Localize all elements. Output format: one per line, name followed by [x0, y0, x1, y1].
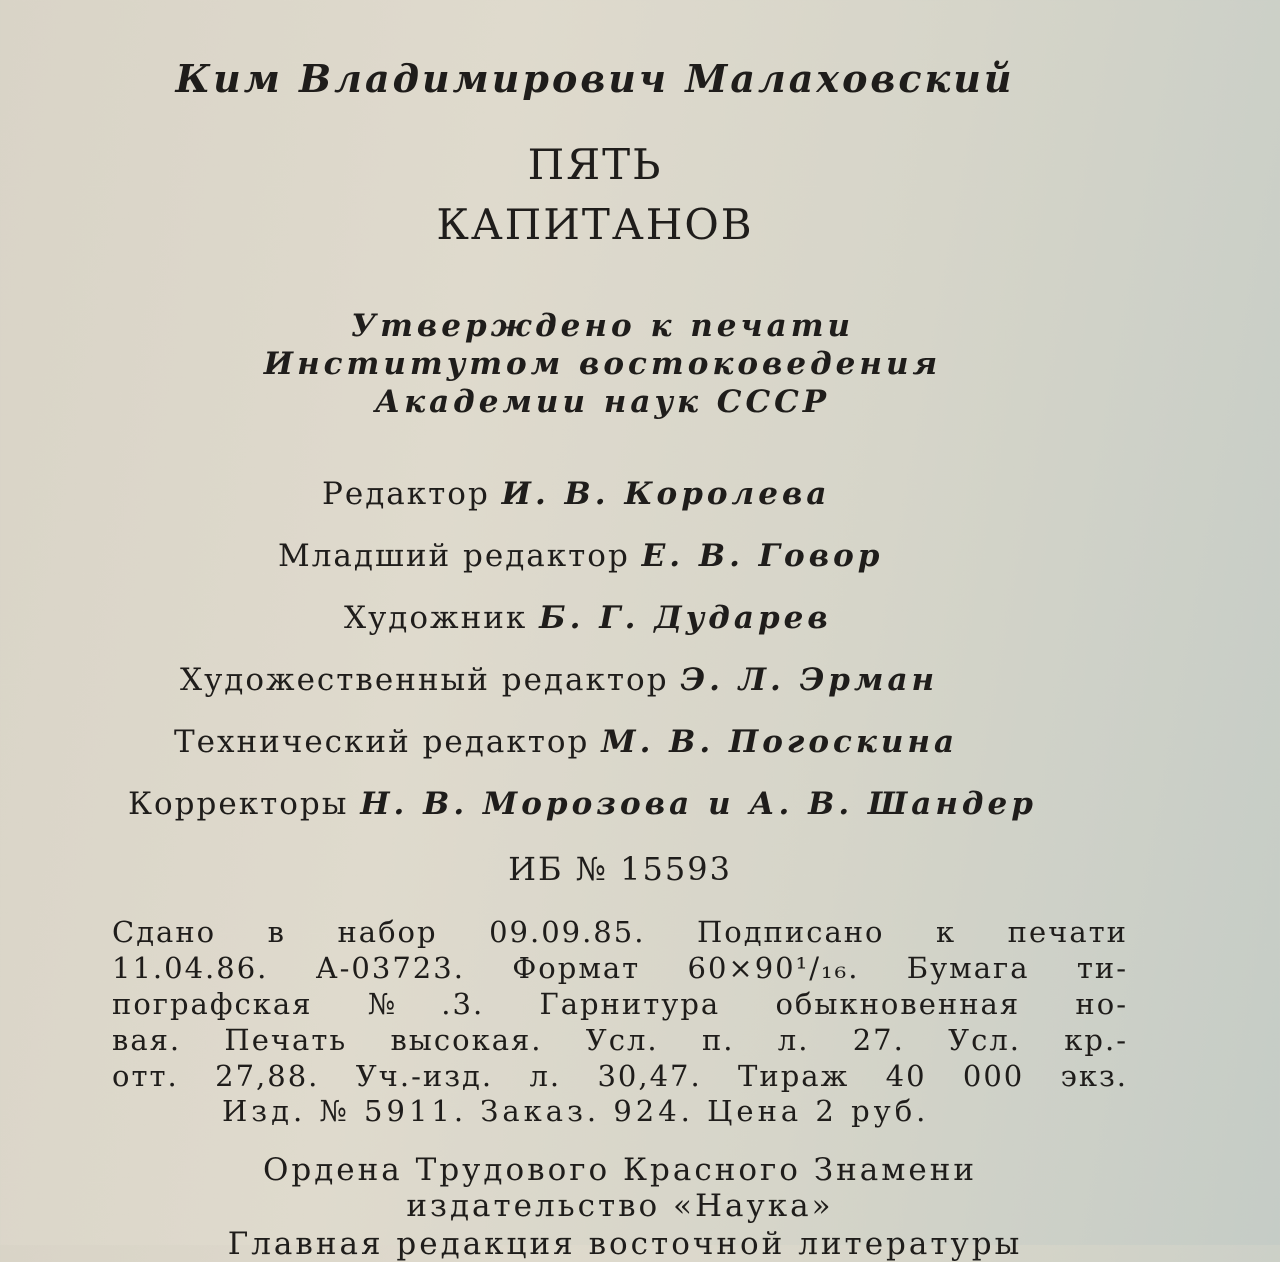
credit-person: И. В. Королева	[501, 476, 831, 512]
imprint-line-5: отт. 27,88. Уч.-изд. л. 30,47. Тираж 40 000 экз.	[112, 1059, 1128, 1093]
credit-person: Б. Г. Дударев	[539, 600, 832, 636]
credit-person: Н. В. Морозова и А. В. Шандер	[360, 786, 1037, 822]
publisher-line-2: издательство «Наука»	[406, 1188, 834, 1224]
imprint-line-6: Изд. № 5911. Заказ. 924. Цена 2 руб.	[222, 1094, 930, 1128]
credit-role: Редактор	[322, 476, 490, 512]
credit-person: Э. Л. Эрман	[680, 662, 939, 698]
publisher-line-3: Главная редакция восточной литературы	[227, 1226, 1023, 1262]
imprint-line-4: вая. Печать высокая. Усл. п. л. 27. Усл. кр.-	[112, 1023, 1128, 1057]
publisher-line-1: Ордена Трудового Красного Знамени	[262, 1152, 978, 1188]
credit-role: Художественный редактор	[180, 662, 669, 698]
approval-line-1: Утверждено к печати	[350, 308, 855, 344]
credit-junior-editor	[278, 538, 883, 574]
credit-role: Художник	[344, 600, 528, 636]
imprint-line-3: пографская №.3. Гарнитура обыкновенная но-	[112, 987, 1128, 1021]
credit-person: М. В. Погоскина	[601, 724, 959, 760]
credit-person: Е. В. Говор	[641, 538, 884, 574]
imprint-line-1: Сдано в набор 09.09.85. Подписано к печати	[112, 915, 1128, 949]
author-name: Ким Владимирович Малаховский	[175, 56, 1015, 101]
credit-editor	[322, 476, 830, 512]
credit-artist	[344, 600, 832, 636]
credit-role: Младший редактор	[278, 538, 630, 574]
credit-technical-editor	[174, 724, 958, 760]
approval-line-3: Академии наук СССР	[374, 384, 831, 420]
credit-role: Технический редактор	[174, 724, 590, 760]
ib-number: ИБ № 15593	[508, 850, 732, 888]
credit-proofreaders	[128, 786, 1037, 822]
credit-role: Корректоры	[128, 786, 349, 822]
credit-art-editor	[180, 662, 938, 698]
book-title-line-2: КАПИТАНОВ	[436, 200, 754, 249]
book-title-line-1: ПЯТЬ	[527, 140, 663, 189]
imprint-line-2: 11.04.86. А-03723. Формат 60×90¹/₁₆. Бумага ти-	[112, 951, 1128, 985]
approval-line-2: Институтом востоковедения	[263, 346, 942, 382]
